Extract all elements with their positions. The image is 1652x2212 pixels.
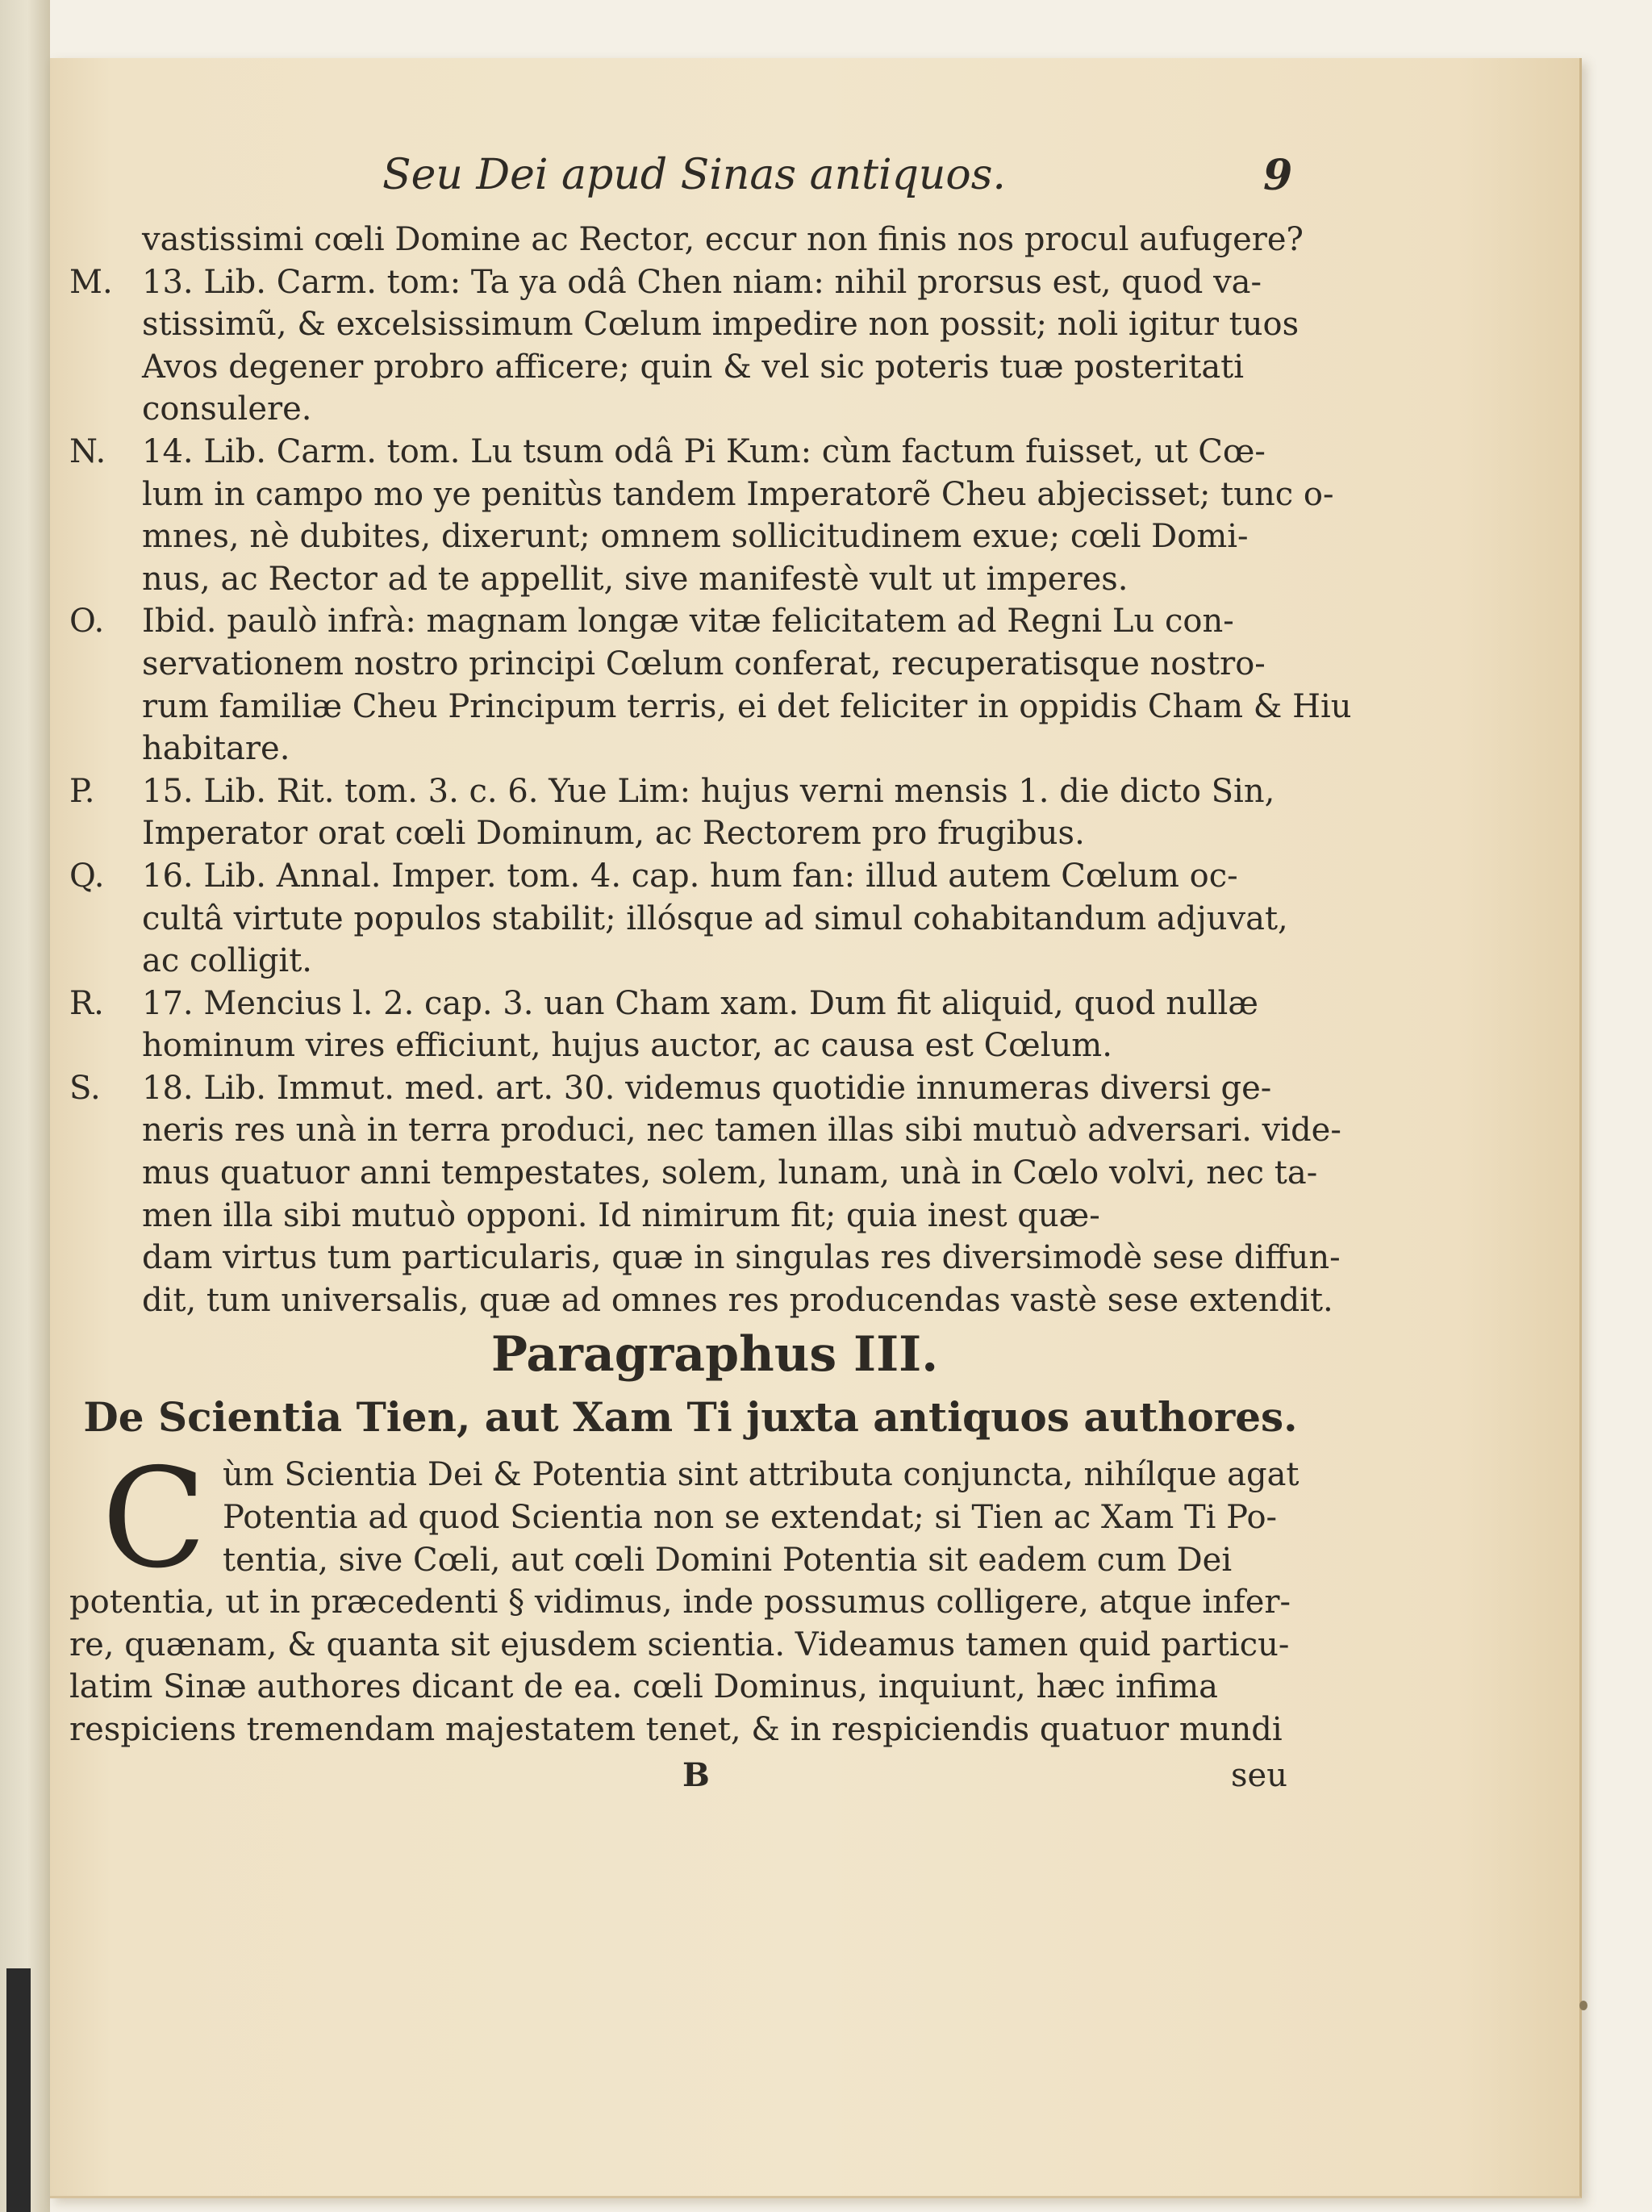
text-line: Avos degener probro afficere; quin & vel sic poteris tuæ posteritati	[142, 348, 1245, 386]
entry-mark: Q.	[69, 857, 105, 895]
text-line: hominum vires efficiunt, hujus auctor, ac causa est Cœlum.	[142, 1027, 1112, 1065]
entry-line	[69, 600, 1312, 643]
page-number: 9	[1263, 151, 1293, 200]
page-text	[69, 151, 1352, 1800]
entry-text: 17. Mencius l. 2. cap. 3. uan Cham xam. Dum fit aliquid, quod nullæ	[142, 984, 1258, 1022]
book-page	[50, 58, 1582, 2198]
text-line: stissimũ, & excelsissimum Cœlum impedire non possit; noli igitur tuos	[142, 306, 1299, 344]
section-subheading: De Scientia Tien, aut Xam Ti juxta antiquos authores.	[83, 1393, 1298, 1442]
text-line: neris res unà in terra produci, nec tamen illas sibi mutuò adversari. vide-	[142, 1112, 1341, 1150]
text-line: respiciens tremendam majestatem tenet, & in respiciendis quatuor mundi	[69, 1711, 1283, 1748]
entry-mark: S.	[69, 1069, 101, 1107]
text-line: nus, ac Rector ad te appellit, sive manifestè vult ut imperes.	[142, 560, 1128, 598]
text-line: Imperator orat cœli Dominum, ac Rectorem pro frugibus.	[142, 815, 1085, 853]
entry-mark: O.	[69, 603, 105, 641]
text-line: mus quatuor anni tempestates, solem, lunam, unà in Cœlo volvi, nec ta-	[142, 1154, 1318, 1192]
entry-text: Ibid. paulò infrà: magnam longæ vitæ felicitatem ad Regni Lu con-	[142, 603, 1234, 641]
entry-mark: R.	[69, 984, 104, 1022]
text-line: rum familiæ Cheu Principum terris, ei det feliciter in oppidis Cham & Hiu	[142, 687, 1352, 725]
section-paragraph	[69, 1439, 1312, 1751]
page-footer	[69, 1751, 1312, 1800]
entry-mark: P.	[69, 772, 95, 810]
running-head	[69, 151, 1312, 219]
section-heading: Paragraphus III.	[490, 1326, 939, 1384]
entry-line	[69, 855, 1312, 898]
entry-line	[69, 431, 1312, 474]
ink-spot	[1579, 2001, 1587, 2010]
text-line: potentia, ut in præcedenti § vidimus, inde possumus colligere, atque infer-	[69, 1584, 1291, 1621]
text-line: habitare.	[142, 730, 290, 768]
signature-mark: B	[682, 1755, 710, 1794]
catchword: seu	[1231, 1756, 1287, 1794]
entry-text: 14. Lib. Carm. tom. Lu tsum odâ Pi Kum: cùm factum fuisset, ut Cœ-	[142, 432, 1266, 470]
entry-text: 13. Lib. Carm. tom: Ta ya odâ Chen niam: nihil prorsus est, quod va-	[142, 263, 1262, 301]
text-line: ùm Scientia Dei & Potentia sint attributa conjuncta, nihílque agat	[223, 1456, 1299, 1494]
entry-line	[69, 983, 1312, 1025]
entry-mark: N.	[69, 432, 106, 470]
text-line: Potentia ad quod Scientia non se extendat; si Tien ac Xam Ti Po-	[223, 1499, 1278, 1537]
text-line: re, quænam, & quanta sit ejusdem scientia. Videamus tamen quid particu-	[69, 1626, 1290, 1663]
text-line: latim Sinæ authores dicant de ea. cœli Dominus, inquiunt, hæc infima	[69, 1668, 1218, 1706]
entry-line	[69, 261, 1312, 304]
bookmark-ribbon	[6, 1968, 31, 2212]
text-line: mnes, nè dubites, dixerunt; omnem sollicitudinem exue; cœli Domi-	[142, 518, 1249, 556]
text-line: servationem nostro principi Cœlum conferat, recuperatisque nostro-	[142, 645, 1266, 682]
entry-line	[69, 770, 1312, 813]
text-line: consulere.	[142, 390, 312, 428]
text-line: lum in campo mo ye penitùs tandem Imperatorẽ Cheu abjecisset; tunc o-	[142, 475, 1334, 513]
entry-text: 16. Lib. Annal. Imper. tom. 4. cap. hum fan: illud autem Cœlum oc-	[142, 857, 1238, 895]
drop-cap: C	[102, 1439, 207, 1600]
entry-mark: M.	[69, 263, 113, 301]
entry-text: 18. Lib. Immut. med. art. 30. videmus quotidie innumeras diversi ge-	[142, 1069, 1272, 1107]
text-line: ac colligit.	[142, 942, 313, 980]
text-line: dit, tum universalis, quæ ad omnes res producendas vastè sese extendit.	[142, 1281, 1333, 1319]
text-line: dam virtus tum particularis, quæ in singulas res diversimodè sese diffun-	[142, 1239, 1341, 1277]
text-line: vastissimi cœli Domine ac Rector, eccur non finis nos procul aufugere?	[142, 221, 1304, 258]
text-line: cultâ virtute populos stabilit; illósque ad simul cohabitandum adjuvat,	[142, 899, 1288, 937]
entry-line	[69, 1067, 1312, 1110]
book-spine	[0, 0, 50, 2212]
text-line: men illa sibi mutuò opponi. Id nimirum fit; quia inest quæ-	[142, 1196, 1100, 1234]
entry-text: 15. Lib. Rit. tom. 3. c. 6. Yue Lim: hujus verni mensis 1. die dicto Sin,	[142, 772, 1275, 810]
running-head-title: Seu Dei apud Sinas antiquos.	[382, 151, 1006, 199]
text-line: tentia, sive Cœli, aut cœli Domini Potentia sit eadem cum Dei	[223, 1541, 1233, 1579]
